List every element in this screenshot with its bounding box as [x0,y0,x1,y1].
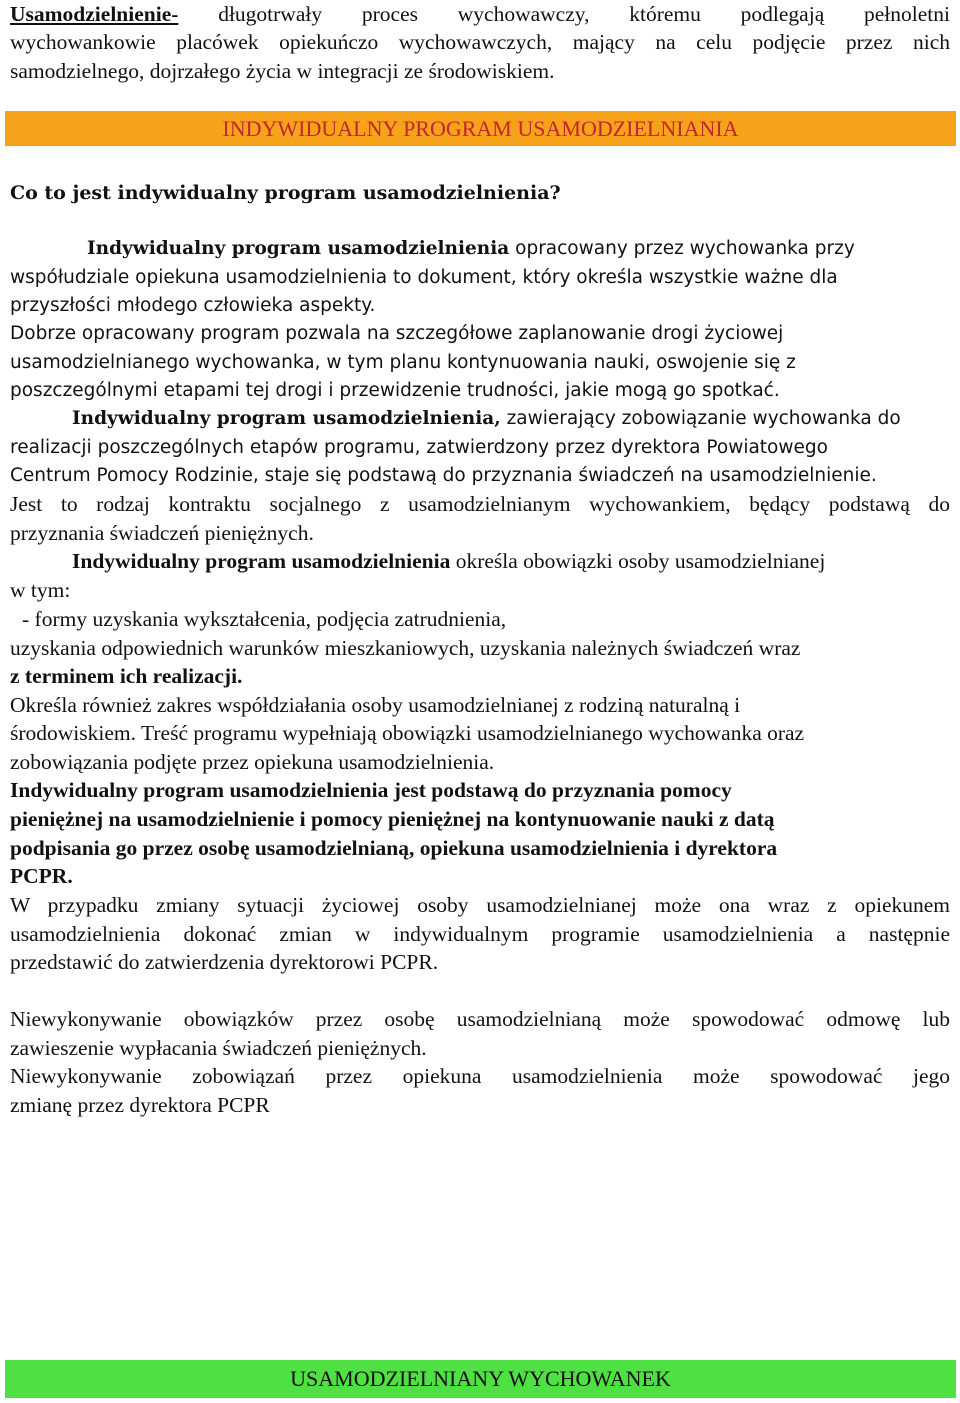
para2-line-3: poszczególnymi etapami tej drogi i przewidzenie trudności, jakie mogą go spotkać. [10,380,780,401]
para5-line-2: w tym: [10,578,71,602]
bottom-section-title: USAMODZIELNIANY WYCHOWANEK [290,1366,671,1391]
section-banner-bottom [5,1360,956,1398]
section-title: INDYWIDUALNY PROGRAM USAMODZIELNIANIA [222,116,739,141]
para3-term: Indywidualny program usamodzielnienia, [72,408,501,429]
definition-line-1 [10,0,950,28]
para4-line-1: Jest to rodzaj kontraktu socjalnego z usamodzielnianym wychowankiem, będący podstawą do [10,492,950,516]
para2-line-2: usamodzielnianego wychowanka, w tym planu kontynuowania nauki, oswojenie się z [10,352,796,373]
para5-line-5: z terminem ich realizacji. [10,664,243,688]
para8-line-2: usamodzielnienia dokonać zmian w indywidualnym programie usamodzielnienia a następnie [10,922,950,946]
para10-line-1: Niewykonywanie zobowiązań przez opiekuna usamodzielnienia może spowodować jego [10,1064,950,1088]
definition-term: Usamodzielnienie- [10,2,179,26]
para10-line-2: zmianę przez dyrektora PCPR [10,1093,270,1117]
para7-line-4: PCPR. [10,864,73,888]
definition-line-2: wychowankowie placówek opiekuńczo wychowawczych, mający na celu podjęcie przez nich [10,30,950,54]
para1-line-1 [87,235,855,263]
para5-term: Indywidualny program usamodzielnienia [72,549,451,573]
para1-term: Indywidualny program usamodzielnienia [87,238,510,259]
para7-line-2: pieniężnej na usamodzielnienie i pomocy pieniężnej na kontynuowanie nauki z datą [10,807,775,831]
para4-line-2: przyznania świadczeń pieniężnych. [10,521,314,545]
para6-line-3: zobowiązania podjęte przez opiekuna usamodzielnienia. [10,750,495,774]
para2-line-1: Dobrze opracowany program pozwala na szczegółowe zaplanowanie drogi życiowej [10,323,784,344]
para5-text: określa obowiązki osoby usamodzielnianej [450,549,826,573]
para5-line-4: uzyskania odpowiednich warunków mieszkaniowych, uzyskania należnych świadczeń wraz [10,636,801,660]
para1-line-2: współudziale opiekuna usamodzielnienia to dokument, który określa wszystkie ważne dla [10,267,838,288]
para1-line-3: przyszłości młodego człowieka aspekty. [10,295,376,316]
definition-line-3: samodzielnego, dojrzałego życia w integracji ze środowiskiem. [10,59,555,83]
para3-text: zawierający zobowiązanie wychowanka do [500,408,901,429]
para8-line-3: przedstawić do zatwierdzenia dyrektorowi PCPR. [10,950,439,974]
para6-line-2: środowiskiem. Treść programu wypełniają obowiązki usamodzielnianego wychowanka oraz [10,721,805,745]
para8-line-1: W przypadku zmiany sytuacji życiowej osoby usamodzielnianej może ona wraz z opiekunem [10,893,950,917]
para3-line-2: realizacji poszczególnych etapów programu, zatwierdzony przez dyrektora Powiatowego [10,437,828,458]
para7-line-3: podpisania go przez osobę usamodzielnianą, opiekuna usamodzielnienia i dyrektora [10,836,778,860]
para6-line-1: Określa również zakres współdziałania osoby usamodzielnianej z rodziną naturalną i [10,693,741,717]
definition-text: długotrwały proces wychowawczy, któremu podlegają pełnoletni [218,2,950,26]
para1-text: opracowany przez wychowanka przy [509,238,855,259]
section-banner-top [5,111,956,146]
para7-line-1: Indywidualny program usamodzielnienia jest podstawą do przyznania pomocy [10,778,732,802]
para3-line-1 [72,405,901,433]
question-heading: Co to jest indywidualny program usamodzielnienia? [10,182,561,204]
para3-line-3: Centrum Pomocy Rodzinie, staje się podstawą do przyznania świadczeń na usamodzielnienie. [10,465,877,486]
para9-line-1: Niewykonywanie obowiązków przez osobę usamodzielnianą może spowodować odmowę lub [10,1007,950,1031]
para9-line-2: zawieszenie wypłacania świadczeń pieniężnych. [10,1036,427,1060]
para5-line-1 [72,547,825,575]
para5-bullet: - formy uzyskania wykształcenia, podjęcia zatrudnienia, [22,607,507,631]
